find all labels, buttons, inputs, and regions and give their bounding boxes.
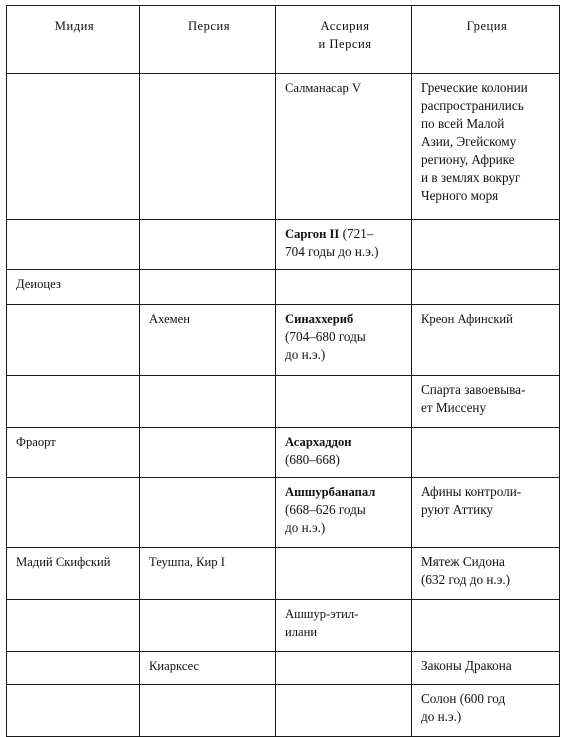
cell-persia: Ахемен — [140, 305, 276, 376]
cell-persia — [140, 685, 276, 737]
cell-assyria — [276, 548, 412, 600]
cell-persia — [140, 270, 276, 305]
cell-greece: Солон (600 год до н.э.) — [412, 685, 560, 737]
cell-assyria-name: Синаххериб — [285, 312, 354, 326]
cell-greece — [412, 600, 560, 652]
cell-greece: Греческие колонии распространились по всей Малой Азии, Эгейскому региону, Африке и в землях вокруг Черного моря — [412, 74, 560, 220]
cell-assyria-dates: (721– 704 годы до н.э.) — [285, 226, 379, 259]
cell-assyria — [276, 376, 412, 428]
cell-persia — [140, 428, 276, 478]
table-row — [7, 478, 560, 548]
cell-assyria — [276, 685, 412, 737]
table-row — [7, 600, 560, 652]
header-greece: Греция — [412, 6, 560, 74]
cell-greece: Креон Афинский — [412, 305, 560, 376]
header-media: Мидия — [7, 6, 140, 74]
table-row — [7, 652, 560, 685]
cell-media — [7, 600, 140, 652]
cell-media: Фраорт — [7, 428, 140, 478]
cell-media — [7, 652, 140, 685]
cell-assyria-name: Асархаддон — [285, 435, 352, 449]
table-row — [7, 220, 560, 270]
table-row — [7, 270, 560, 305]
cell-persia — [140, 74, 276, 220]
table-row — [7, 428, 560, 478]
table-row — [7, 305, 560, 376]
cell-greece: Мятеж Сидона (632 год до н.э.) — [412, 548, 560, 600]
cell-greece: Спарта завоевыва- ет Миссену — [412, 376, 560, 428]
cell-media — [7, 220, 140, 270]
table-row — [7, 74, 560, 220]
header-row — [7, 6, 560, 74]
cell-assyria — [276, 652, 412, 685]
cell-assyria — [276, 428, 412, 478]
cell-media — [7, 74, 140, 220]
cell-persia: Киарксес — [140, 652, 276, 685]
cell-persia — [140, 220, 276, 270]
cell-assyria — [276, 270, 412, 305]
chronology-table — [6, 5, 560, 737]
cell-assyria-dates: (668–626 годы до н.э.) — [285, 502, 366, 535]
cell-assyria — [276, 305, 412, 376]
cell-persia — [140, 600, 276, 652]
cell-assyria: Ашшур-этил- илани — [276, 600, 412, 652]
cell-media: Деиоцез — [7, 270, 140, 305]
cell-media: Мадий Скифский — [7, 548, 140, 600]
cell-greece: Афины контроли- руют Аттику — [412, 478, 560, 548]
cell-media — [7, 376, 140, 428]
cell-assyria: Салманасар V — [276, 74, 412, 220]
cell-persia — [140, 478, 276, 548]
cell-persia: Теушпа, Кир I — [140, 548, 276, 600]
cell-assyria — [276, 220, 412, 270]
cell-greece — [412, 428, 560, 478]
cell-greece: Законы Дракона — [412, 652, 560, 685]
cell-assyria-dates: (680–668) — [285, 452, 340, 467]
cell-assyria-dates: (704–680 годы до н.э.) — [285, 329, 366, 362]
table-row — [7, 376, 560, 428]
cell-greece — [412, 270, 560, 305]
cell-media — [7, 305, 140, 376]
cell-assyria-name: Саргон II — [285, 227, 340, 241]
table-row — [7, 685, 560, 737]
cell-assyria — [276, 478, 412, 548]
cell-media — [7, 478, 140, 548]
header-assyria-persia: Ассирия и Персия — [276, 6, 412, 74]
header-persia: Персия — [140, 6, 276, 74]
table-row — [7, 548, 560, 600]
cell-assyria-name: Ашшурбанапал — [285, 485, 376, 499]
cell-greece — [412, 220, 560, 270]
cell-persia — [140, 376, 276, 428]
cell-media — [7, 685, 140, 737]
